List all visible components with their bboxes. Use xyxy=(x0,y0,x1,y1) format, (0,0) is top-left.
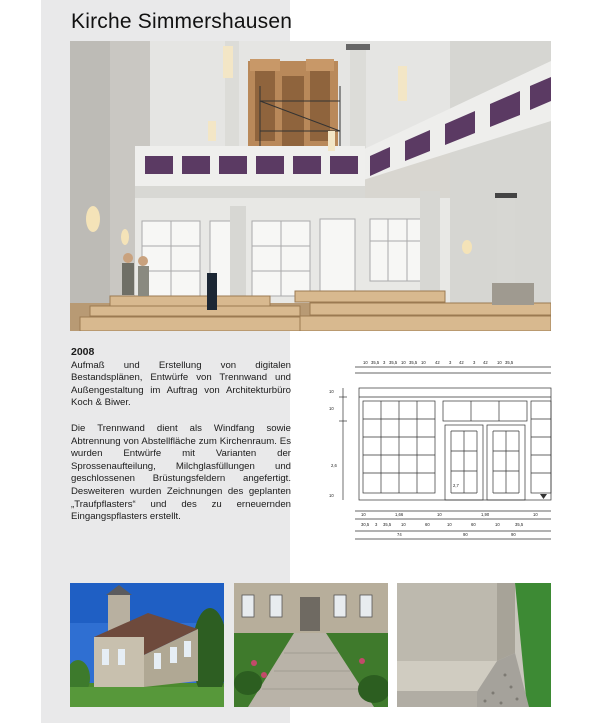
project-description xyxy=(71,346,291,537)
page-title: Kirche Simmershausen xyxy=(71,10,293,33)
church-interior-photo xyxy=(70,41,551,331)
drawing-dim-left-2: 10 xyxy=(329,406,334,411)
drawing-dim-top-10: 42 xyxy=(459,360,464,365)
description-paragraph-2: Die Trennwand dient als Windfang sowie Abtrennung von Abstellfläche zum Kirchenraum. Es wurden Entwürfe mit Varianten der Sprossenaufteilung, Milchglasfüllungen und geschlossenen Brüstungsfeldern angefertigt. Desweiteren wurden Zeichnungen des geplanten „Traufpflasters“ und des zu erneuernden Eingangspflasters erstellt. xyxy=(71,422,291,523)
drawing-dim-top-11: 3 xyxy=(473,360,476,365)
drawing-dim-top-2: 35,5 xyxy=(371,360,380,365)
drawing-dim-top-4: 35,5 xyxy=(389,360,398,365)
drawing-dim-row2-5: 60 xyxy=(425,522,430,527)
drawing-dim-top-1: 10 xyxy=(363,360,368,365)
drawing-dim-row2-6: 10 xyxy=(447,522,452,527)
drawing-dim-left-3: 2,6 xyxy=(331,463,337,468)
description-paragraph-1: Aufmaß und Erstellung von digitalen Bestandsplänen, Entwürfe von Trennwand und Außengestaltung im Auftrag von Architekturbüro Koch & Biwer. xyxy=(71,359,291,409)
drawing-dim-top-9: 3 xyxy=(449,360,452,365)
drawing-dim-row2-1: 30,5 xyxy=(361,522,370,527)
drawing-dim-row2-4: 10 xyxy=(401,522,406,527)
church-exterior-photo xyxy=(70,583,224,707)
project-year: 2008 xyxy=(71,346,95,358)
drawing-dim-row2-9: 35,5 xyxy=(515,522,524,527)
drawing-dim-left-4: 10 xyxy=(329,493,334,498)
drawing-dim-bottom-1: 10 xyxy=(361,512,366,517)
drawing-dim-top-14: 35,5 xyxy=(505,360,514,365)
drawing-dim-top-3: 3 xyxy=(383,360,386,365)
drawing-dim-row3-2: 90 xyxy=(463,532,468,537)
drawing-dim-row2-7: 60 xyxy=(471,522,476,527)
eaves-paving-photo xyxy=(397,583,551,707)
drawing-dim-row2-8: 10 xyxy=(495,522,500,527)
drawing-dim-bottom-2: 1,66 xyxy=(395,512,404,517)
drawing-dim-row2-3: 35,5 xyxy=(383,522,392,527)
drawing-dim-top-7: 10 xyxy=(421,360,426,365)
drawing-dim-top-8: 42 xyxy=(435,360,440,365)
drawing-dim-top-6: 35,5 xyxy=(409,360,418,365)
drawing-dim-left-1: 10 xyxy=(329,389,334,394)
drawing-dim-top-13: 10 xyxy=(497,360,502,365)
drawing-dim-center: 2,7 xyxy=(453,483,459,488)
entrance-path-photo xyxy=(234,583,388,707)
drawing-dim-bottom-5: 10 xyxy=(533,512,538,517)
drawing-dim-row3-1: 74 xyxy=(397,532,402,537)
partition-wall-drawing xyxy=(325,355,555,545)
drawing-dim-top-5: 10 xyxy=(401,360,406,365)
drawing-dim-top-12: 42 xyxy=(483,360,488,365)
drawing-dim-bottom-3: 10 xyxy=(437,512,442,517)
drawing-dim-bottom-4: 1,90 xyxy=(481,512,490,517)
drawing-dim-row2-2: 3 xyxy=(375,522,378,527)
drawing-dim-row3-3: 90 xyxy=(511,532,516,537)
